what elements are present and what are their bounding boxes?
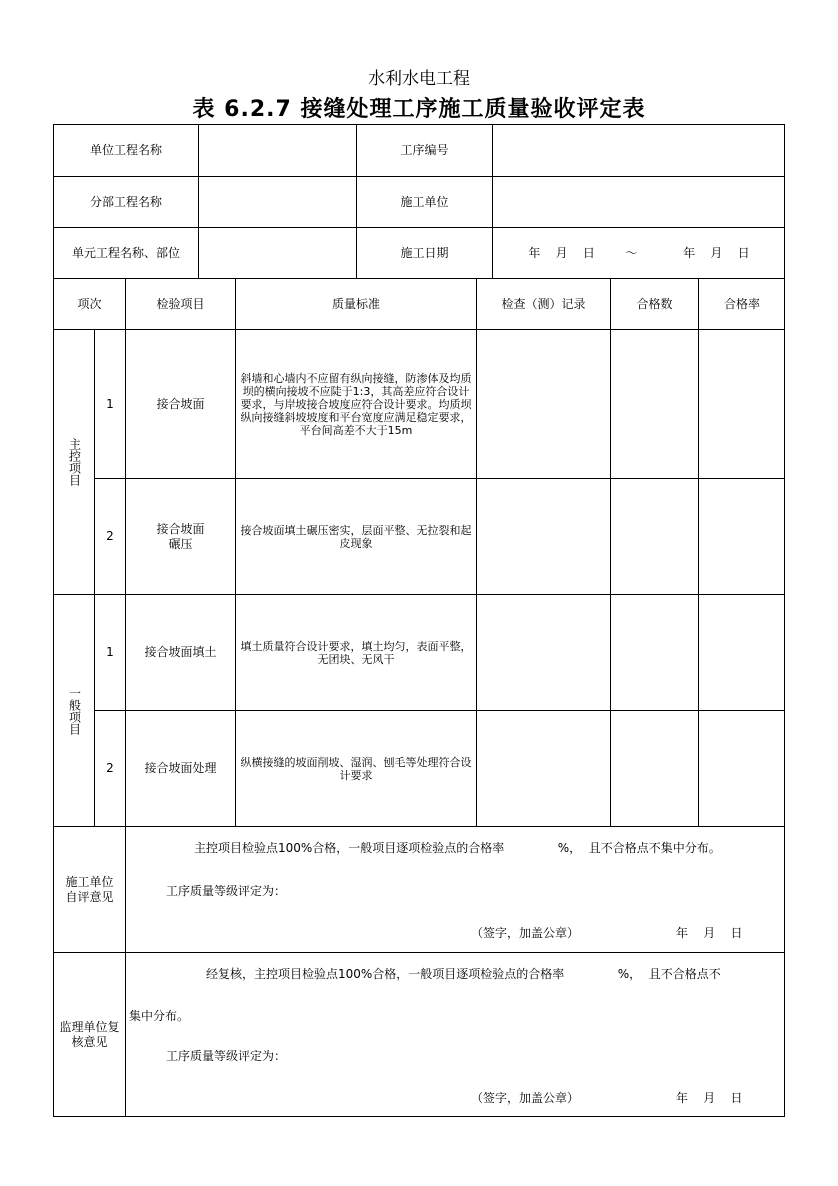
main-item-2-no: 2 — [106, 529, 114, 543]
element-project-field[interactable] — [199, 228, 356, 278]
main-items-group-label: 主控项目 — [67, 438, 82, 486]
sub-project-label: 分部工程名称 — [89, 194, 162, 209]
col-item-no: 项次 — [77, 296, 102, 311]
document-subtitle: 水利水电工程 — [368, 69, 470, 89]
construction-date-field[interactable]: 年 月 日 ～ 年 月 日 — [528, 245, 750, 260]
main-item-2-record[interactable] — [477, 479, 610, 594]
general-item-1-rate[interactable] — [699, 595, 785, 710]
process-no-field[interactable] — [493, 125, 785, 176]
main-item-2-rate[interactable] — [699, 479, 785, 594]
self-eval-line1: 主控项目检验点100%合格，一般项目逐项检验点的合格率 %， 且不合格点不集中分布。 — [194, 841, 721, 855]
col-pass-rate: 合格率 — [723, 296, 760, 311]
col-check-record: 检查（测）记录 — [501, 296, 586, 311]
self-eval-label: 施工单位自评意见 — [65, 874, 114, 904]
process-no-label: 工序编号 — [400, 143, 449, 157]
col-qualified-count: 合格数 — [636, 296, 673, 311]
general-items-group-label: 一般项目 — [67, 686, 82, 735]
general-item-2-qualified[interactable] — [611, 711, 698, 826]
main-item-2-name: 接合坡面碾压 — [156, 521, 205, 551]
general-item-2-name: 接合坡面处理 — [144, 761, 217, 775]
self-eval-sign: （签字，加盖公章） — [471, 926, 580, 940]
sub-project-field[interactable] — [199, 177, 356, 227]
main-item-1-record[interactable] — [477, 330, 610, 478]
element-project-label: 单元工程名称、部位 — [71, 245, 180, 260]
general-item-1-standard: 填土质量符合设计要求，填土均匀，表面平整，无团块、无风干 — [240, 639, 472, 666]
main-item-1-no: 1 — [106, 396, 114, 411]
general-item-1-record[interactable] — [477, 595, 610, 710]
construction-unit-field[interactable] — [493, 177, 785, 227]
self-eval-grade-label: 工序质量等级评定为： — [166, 884, 287, 898]
supervisor-eval-label: 监理单位复核意见 — [59, 1020, 120, 1049]
construction-date-label: 施工日期 — [400, 245, 449, 260]
general-item-2-standard: 纵横接缝的坡面削坡、湿润、刨毛等处理符合设计要求 — [240, 755, 472, 782]
general-item-2-no: 2 — [106, 761, 114, 775]
general-item-1-no: 1 — [106, 645, 114, 659]
supervisor-eval-line1: 经复核，主控项目检验点100%合格，一般项目逐项检验点的合格率 %， 且不合格点不 — [206, 967, 721, 981]
main-item-1-standard: 斜墙和心墙内不应留有纵向接缝，防渗体及均质坝的横向接坡不应陡于1:3，其高差应符合设计要求，与岸坡接合坡度应符合设计要求。均质坝纵向接缝斜坡坡度和平台宽度应满足稳定要求，平台间高差不大于15m — [240, 371, 472, 437]
general-item-2-record[interactable] — [477, 711, 610, 826]
main-item-2-qualified[interactable] — [611, 479, 698, 594]
col-inspection-item: 检验项目 — [156, 296, 205, 311]
self-eval-date: 年 月 日 — [676, 926, 743, 940]
evaluation-form-table — [53, 124, 785, 1117]
unit-project-field[interactable] — [199, 125, 356, 176]
unit-project-label: 单位工程名称 — [89, 143, 162, 157]
supervisor-eval-grade-label: 工序质量等级评定为： — [166, 1049, 287, 1063]
construction-unit-label: 施工单位 — [400, 194, 449, 209]
main-item-1-rate[interactable] — [699, 330, 785, 478]
main-item-2-standard: 接合坡面填土碾压密实，层面平整、无拉裂和起皮现象 — [240, 523, 472, 550]
supervisor-eval-date: 年 月 日 — [676, 1091, 743, 1105]
general-item-1-qualified[interactable] — [611, 595, 698, 710]
main-item-1-name: 接合坡面 — [156, 396, 205, 411]
general-item-1-name: 接合坡面填土 — [144, 645, 217, 659]
supervisor-eval-line1b: 集中分布。 — [129, 1009, 190, 1023]
col-quality-standard: 质量标准 — [331, 296, 380, 311]
document-title: 表 6.2.7 接缝处理工序施工质量验收评定表 — [192, 97, 646, 122]
main-item-1-qualified[interactable] — [611, 330, 698, 478]
supervisor-eval-sign: （签字，加盖公章） — [471, 1091, 580, 1105]
general-item-2-rate[interactable] — [699, 711, 785, 826]
